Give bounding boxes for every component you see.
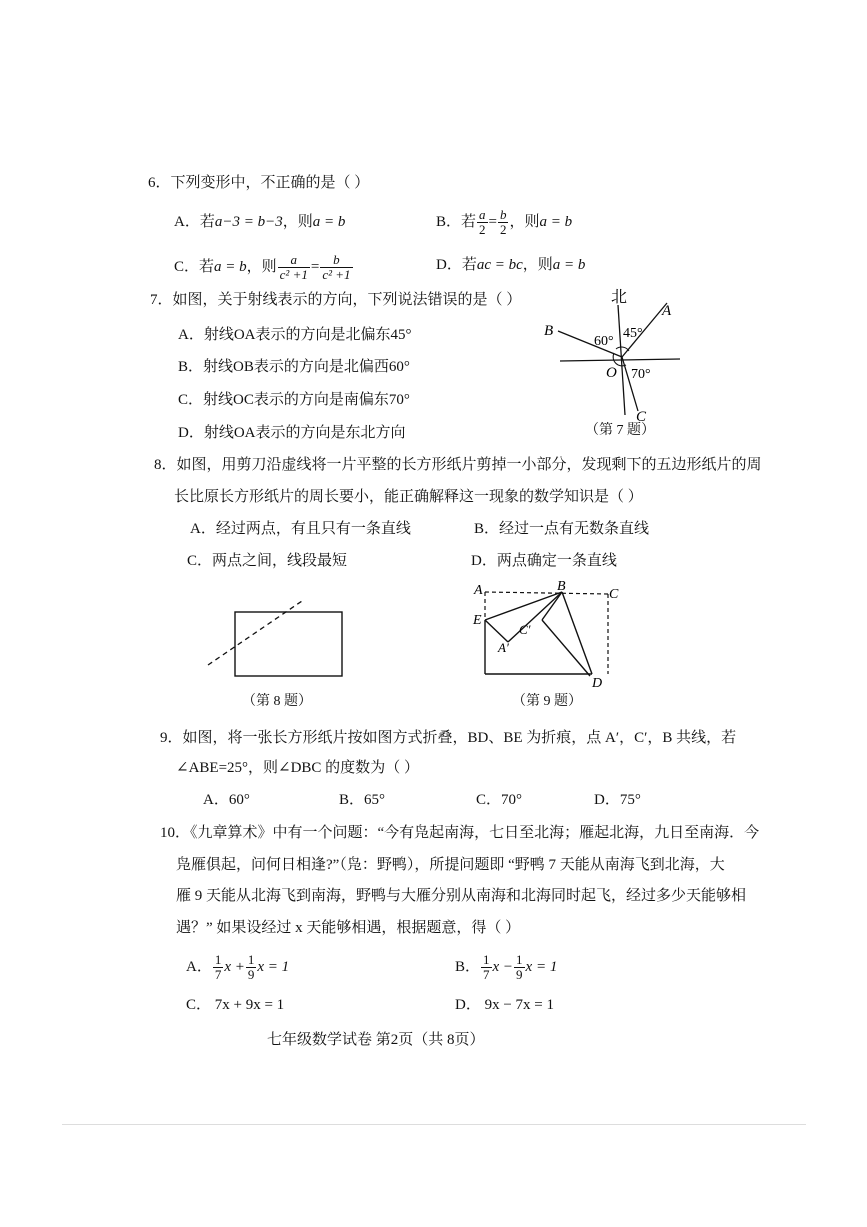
q6-b-frac-a-den: 2 <box>479 222 486 238</box>
q10-b-prefix: B． <box>455 959 481 975</box>
q8-stem-line2: 长比原长方形纸片的周长要小，能正确解释这一现象的数学知识是（ ） <box>174 489 643 505</box>
q8-rectangle-figure <box>200 595 360 685</box>
q10-b-frac1-num: 1 <box>483 952 490 968</box>
q9-fig-c-prime: C′ <box>519 622 531 637</box>
q6-d-mid: ，则 <box>522 257 553 273</box>
q9-fig-d: D <box>592 676 603 691</box>
q6-b-frac-b-num: b <box>499 207 507 223</box>
q8-option-c: C．两点之间，线段最短 <box>187 553 348 569</box>
q9-fig-b: B <box>557 579 566 594</box>
q10-a-frac2-num: 1 <box>247 952 255 968</box>
q10-b-frac2-num: 1 <box>516 952 523 968</box>
q7-fig-o: O <box>606 365 617 381</box>
q7-option-c: C．射线OC表示的方向是南偏东70° <box>178 392 410 408</box>
q7-caption: （第 7 题） <box>585 423 655 438</box>
q9-option-a: A．60° <box>203 792 250 808</box>
q6-c-mid: ，则 <box>246 259 277 275</box>
q6-stem: 6．下列变形中，不正确的是（ ） <box>148 175 370 191</box>
q10-b-frac1-den: 7 <box>483 967 490 983</box>
q10-option-c: C． 7x + 9x = 1 <box>186 997 285 1013</box>
q6-b-prefix: B．若 <box>436 214 477 230</box>
q10-b-frac2-den: 9 <box>516 967 523 983</box>
q8-stem-line1: 8．如图，用剪刀沿虚线将一片平整的长方形纸片剪掉一小部分，发现剩下的五边形纸片的周 <box>154 457 762 473</box>
q9-fig-c: C <box>609 587 619 602</box>
q10-option-b <box>455 948 557 986</box>
q10-a-mid: x + <box>224 959 245 975</box>
q6-b-eq: = <box>488 214 497 230</box>
q6-c-eq: = <box>310 259 320 275</box>
q6-option-c <box>174 248 354 286</box>
q6-b-frac-b-den: 2 <box>499 222 507 238</box>
q7-fig-60: 60° <box>594 334 614 349</box>
q7-fig-45: 45° <box>623 326 643 341</box>
q6-a-prefix: A．若 <box>174 214 215 230</box>
q10-option-d: D． 9x − 7x = 1 <box>455 997 555 1013</box>
q8-option-b: B．经过一点有无数条直线 <box>474 521 650 537</box>
q7-option-b: B．射线OB表示的方向是北偏西60° <box>178 359 410 375</box>
q9-fold-figure <box>470 580 620 690</box>
q9-stem-line1: 9．如图，将一张长方形纸片按如图方式折叠，BD、BE 为折痕，点 A′，C′，B 共线，若 <box>160 730 737 746</box>
q6-c-frac-a-den: c² +1 <box>279 267 308 283</box>
q6-d-prefix: D．若 <box>436 257 477 273</box>
q10-a-prefix: A． <box>186 959 212 975</box>
q6-a-mid: ，则 <box>282 214 313 230</box>
q6-c-prefix: C．若 <box>174 259 215 275</box>
q9-option-d: D．75° <box>594 792 641 808</box>
page-footer: 七年级数学试卷 第2页（共 8页） <box>267 1032 485 1048</box>
q10-a-end: x = 1 <box>257 959 290 975</box>
q6-c-frac-b-den: c² +1 <box>322 267 351 283</box>
q7-fig-c: C <box>636 409 647 425</box>
q6-d-result: a = b <box>552 257 586 273</box>
q10-b-end: x = 1 <box>525 959 558 975</box>
q10-option-a <box>186 948 289 986</box>
q10-b-mid: x − <box>492 959 514 975</box>
q7-fig-70: 70° <box>631 367 651 382</box>
q7-option-d: D．射线OA表示的方向是东北方向 <box>178 425 406 441</box>
q6-c-cond: a = b <box>214 259 247 275</box>
q9-stem-line2: ∠ABE=25°，则∠DBC 的度数为（ ） <box>176 760 419 776</box>
q6-b-frac-a-num: a <box>479 207 486 223</box>
q6-option-d <box>436 255 585 275</box>
q9-fig-a: A <box>474 583 483 598</box>
q8-caption: （第 8 题） <box>242 694 312 709</box>
q6-option-a <box>174 212 345 232</box>
q6-a-result: a = b <box>312 214 346 230</box>
q10-stem-line2: 凫雁俱起，问何日相逢?”（凫：野鸭），所提问题即 “野鸭 7 天能从南海飞到北海，大 <box>176 857 725 873</box>
q6-c-frac-b-num: b <box>320 253 352 268</box>
q7-fig-a: A <box>662 303 672 319</box>
q6-option-b <box>436 203 572 241</box>
q9-option-c: C．70° <box>476 792 523 808</box>
q8-option-d: D．两点确定一条直线 <box>471 553 617 569</box>
bottom-divider <box>62 1124 806 1125</box>
q10-stem-line3: 雁 9 天能从北海飞到南海，野鸭与大雁分别从南海和北海同时起飞，经过多少天能够相 <box>176 888 747 904</box>
q6-b-mid: ，则 <box>509 214 540 230</box>
q9-fig-e: E <box>473 613 482 628</box>
q9-option-b: B．65° <box>339 792 386 808</box>
q9-caption: （第 9 题） <box>512 694 582 709</box>
q10-a-frac1-den: 7 <box>214 967 222 983</box>
q7-fig-north: 北 <box>611 289 628 306</box>
q10-a-frac1-num: 1 <box>214 952 222 968</box>
q6-d-cond: ac = bc <box>476 257 523 273</box>
q6-b-result: a = b <box>539 214 573 230</box>
q10-stem-line4: 遇？” 如果设经过 x 天能够相遇，根据题意，得（ ） <box>176 920 521 936</box>
q9-fig-a-prime: A′ <box>498 640 509 655</box>
q7-fig-b: B <box>544 323 554 339</box>
q10-a-frac2-den: 9 <box>247 967 255 983</box>
q6-a-expr: a−3 = b−3 <box>214 214 283 230</box>
q6-c-frac-a-num: a <box>278 253 310 268</box>
q7-option-a: A．射线OA表示的方向是北偏东45° <box>178 327 412 343</box>
q8-option-a: A．经过两点，有且只有一条直线 <box>190 521 411 537</box>
q7-stem: 7．如图，关于射线表示的方向，下列说法错误的是（ ） <box>150 292 522 308</box>
q10-stem-line1: 10．《九章算术》中有一个问题：“今有凫起南海，七日至北海；雁起北海，九日至南海．今 <box>160 825 760 841</box>
